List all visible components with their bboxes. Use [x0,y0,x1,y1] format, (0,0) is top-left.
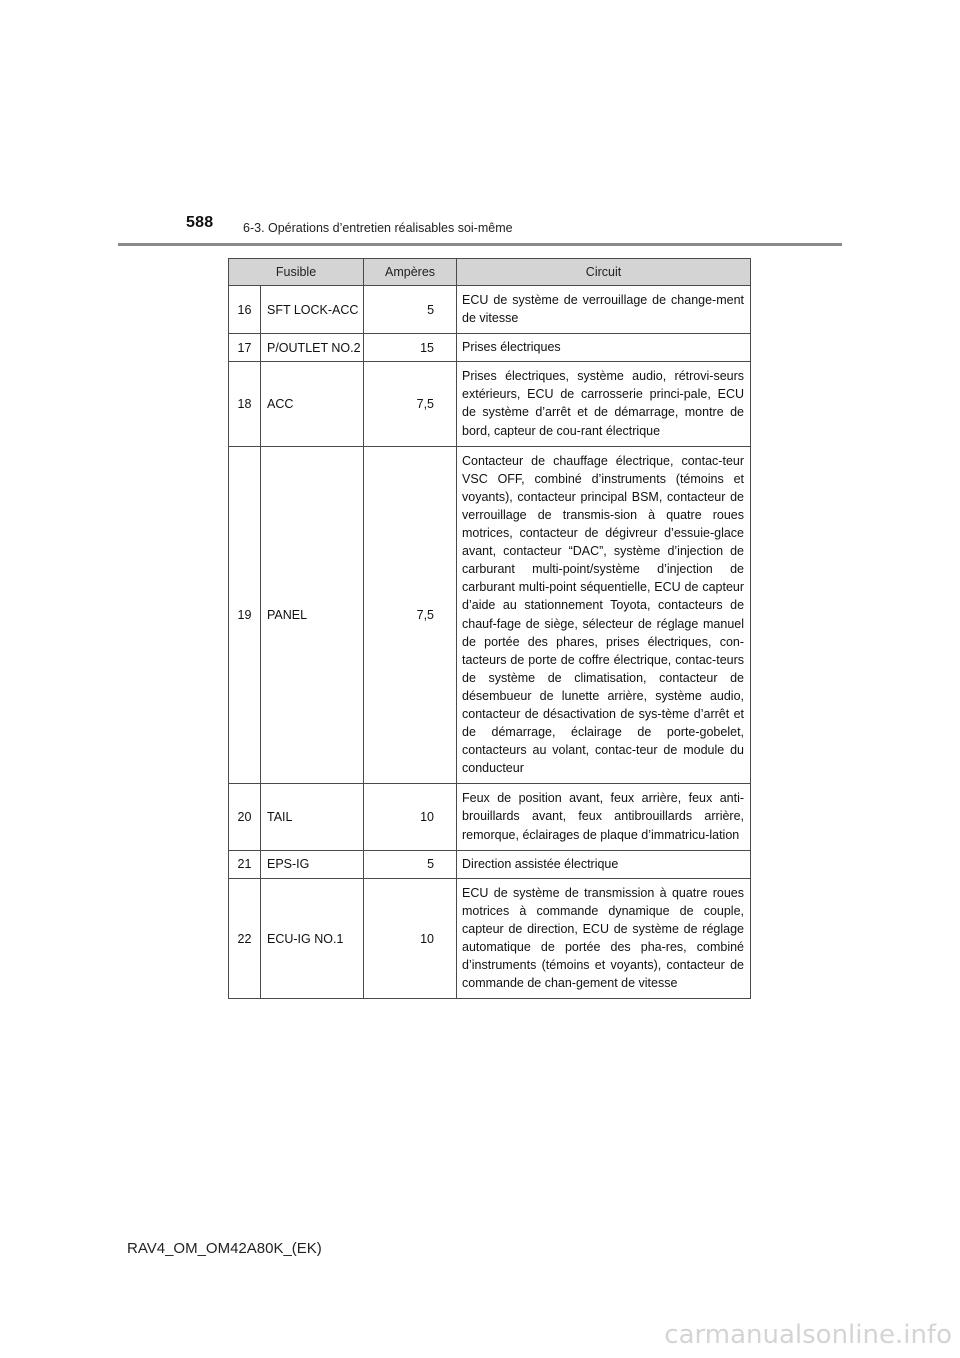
fuse-amperage: 7,5 [364,446,457,784]
fuse-name: PANEL [261,446,364,784]
table-row [229,784,751,850]
fuse-circuit: Feux de position avant, feux arrière, feux anti-brouillards avant, feux antibrouillards arrière, remorque, éclairages de plaque d’immatricu-lation [457,784,751,850]
fuse-name: P/OUTLET NO.2 [261,334,364,362]
table-header-row [229,259,751,286]
header-divider [118,243,842,246]
page-number: 588 [186,214,214,231]
fuse-name: TAIL [261,784,364,850]
section-title: 6-3. Opérations d’entretien réalisables soi-même [243,221,513,235]
fuse-amperage: 10 [364,784,457,850]
watermark: carmanualsonline.info [664,1320,952,1350]
fuse-circuit: ECU de système de verrouillage de change-ment de vitesse [457,286,751,334]
fuse-circuit: ECU de système de transmission à quatre roues motrices à commande dynamique de couple, capteur de direction, ECU de système de réglage automatique de portée des pha-res, combiné d’instruments (témoins et voyants), contacteur de commande de chan-gement de vitesse [457,878,751,999]
table-row [229,850,751,878]
table-row [229,878,751,999]
table-row [229,334,751,362]
document-code: RAV4_OM_OM42A80K_(EK) [127,1240,322,1257]
fuse-amperage: 5 [364,286,457,334]
fuse-amperage: 5 [364,850,457,878]
table-row [229,446,751,784]
fuse-name: ECU-IG NO.1 [261,878,364,999]
column-header-circuit: Circuit [457,259,751,286]
fuse-amperage: 10 [364,878,457,999]
fuse-name: ACC [261,362,364,446]
fuse-amperage: 15 [364,334,457,362]
column-header-amperes: Ampères [364,259,457,286]
fuse-table [228,258,751,999]
fuse-number: 16 [229,286,261,334]
fuse-number: 21 [229,850,261,878]
table-row [229,286,751,334]
fuse-name: SFT LOCK-ACC [261,286,364,334]
fuse-number: 19 [229,446,261,784]
fuse-circuit: Contacteur de chauffage électrique, contac-teur VSC OFF, combiné d’instruments (témoins et voyants), contacteur principal BSM, contacteur de verrouillage de transmis-sion à quatre roues motrices, contacteur de dégivreur d’essuie-glace avant, contacteur “DAC”, système d’injection de carburant multi-point/système d’injection de carburant multi-point séquentielle, ECU de capteur d’aide au stationnement Toyota, contacteurs de chauf-fage de siège, sélecteur de réglage manuel de portée des phares, prises électriques, con-tacteurs de porte de coffre électrique, contac-teurs de système de climatisation, contacteur de désembueur de lunette arrière, système audio, contacteur de désactivation de sys-tème d’arrêt et de démarrage, éclairage de porte-gobelet, contacteurs au volant, contac-teur de module du conducteur [457,446,751,784]
fuse-number: 17 [229,334,261,362]
fuse-circuit: Prises électriques, système audio, rétrovi-seurs extérieurs, ECU de carrosserie princi-pale, ECU de système d’arrêt et de démarrage, montre de bord, capteur de cou-rant électrique [457,362,751,446]
table-row [229,362,751,446]
fuse-number: 20 [229,784,261,850]
fuse-number: 22 [229,878,261,999]
fuse-amperage: 7,5 [364,362,457,446]
fuse-name: EPS-IG [261,850,364,878]
fuse-circuit: Direction assistée électrique [457,850,751,878]
column-header-fuse: Fusible [229,259,364,286]
fuse-circuit: Prises électriques [457,334,751,362]
fuse-number: 18 [229,362,261,446]
